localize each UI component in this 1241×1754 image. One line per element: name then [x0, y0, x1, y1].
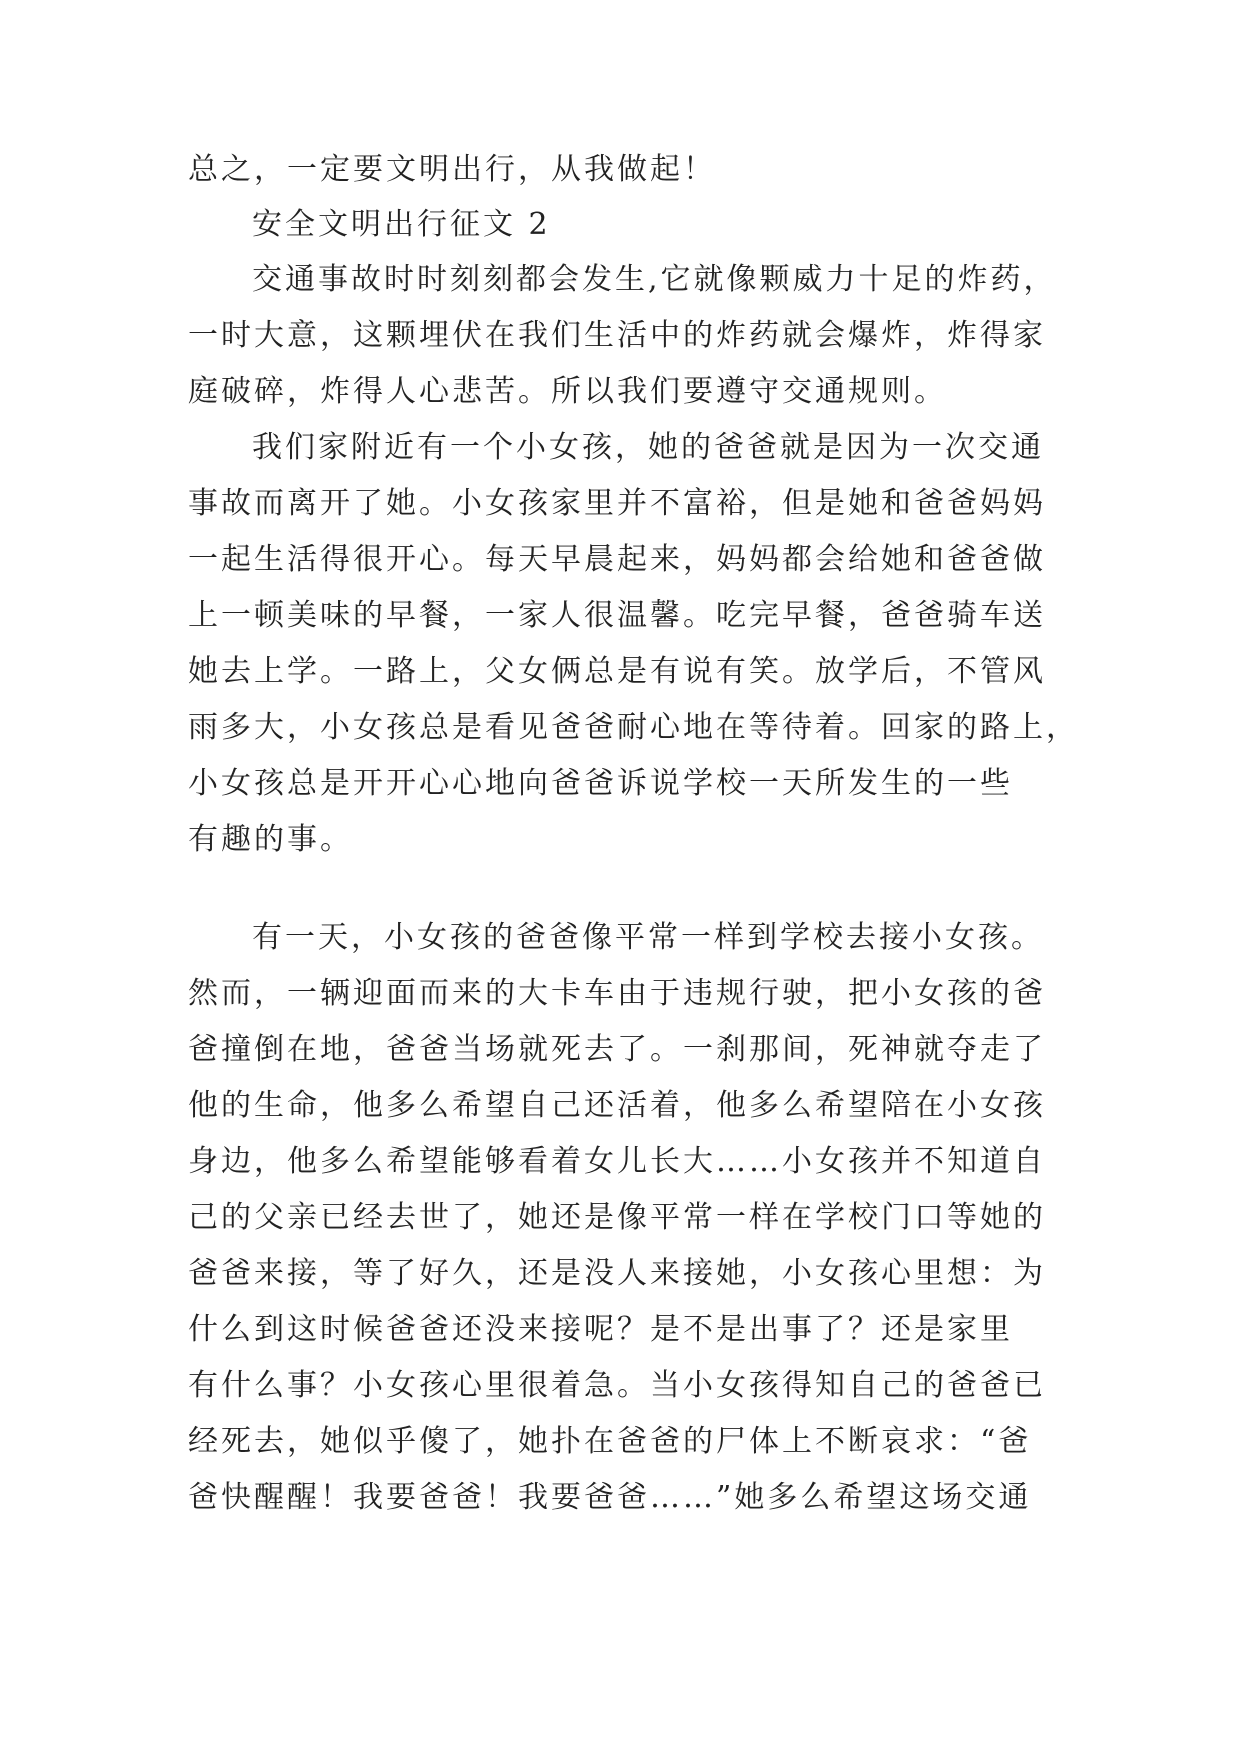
- text-line: 他的生命，他多么希望自己还活着，他多么希望陪在小女孩: [188, 1088, 1046, 1123]
- text-line: 庭破碎，炸得人心悲苦。所以我们要遵守交通规则。: [188, 374, 947, 409]
- text-line: 什么到这时候爸爸还没来接呢？是不是出事了？还是家里: [188, 1312, 1013, 1347]
- text-line: 爸快醒醒！我要爸爸！我要爸爸……”她多么希望这场交通: [188, 1480, 1032, 1515]
- text-line: 一起生活得很开心。每天早晨起来，妈妈都会给她和爸爸做: [188, 542, 1046, 577]
- text-line: 己的父亲已经去世了，她还是像平常一样在学校门口等她的: [188, 1200, 1046, 1235]
- text-line: 有什么事？小女孩心里很着急。当小女孩得知自己的爸爸已: [188, 1368, 1046, 1403]
- text-line: 我们家附近有一个小女孩，她的爸爸就是因为一次交通: [252, 430, 1044, 465]
- text-line: 交通事故时时刻刻都会发生,它就像颗威力十足的炸药，: [252, 262, 1057, 297]
- text-line: 她去上学。一路上，父女俩总是有说有笑。放学后，不管风: [188, 654, 1046, 689]
- text-line: 事故而离开了她。小女孩家里并不富裕，但是她和爸爸妈妈: [188, 486, 1046, 521]
- text-line: 有趣的事。: [188, 822, 353, 857]
- text-line: 然而，一辆迎面而来的大卡车由于违规行驶，把小女孩的爸: [188, 976, 1046, 1011]
- text-line: 爸撞倒在地，爸爸当场就死去了。一刹那间，死神就夺走了: [188, 1032, 1046, 1067]
- text-line: 总之，一定要文明出行，从我做起！: [188, 152, 716, 187]
- text-line: 爸爸来接，等了好久，还是没人来接她，小女孩心里想：为: [188, 1256, 1046, 1291]
- text-line: 小女孩总是开开心心地向爸爸诉说学校一天所发生的一些: [188, 766, 1013, 801]
- text-line: 一时大意，这颗埋伏在我们生活中的炸药就会爆炸，炸得家: [188, 318, 1046, 353]
- text-line: 身边，他多么希望能够看着女儿长大……小女孩并不知道自: [188, 1144, 1046, 1179]
- text-line: 经死去，她似乎傻了，她扑在爸爸的尸体上不断哀求：“爸: [188, 1424, 1032, 1459]
- text-line: 有一天，小女孩的爸爸像平常一样到学校去接小女孩。: [252, 920, 1044, 955]
- text-line: 上一顿美味的早餐，一家人很温馨。吃完早餐，爸爸骑车送: [188, 598, 1046, 633]
- text-line: 雨多大，小女孩总是看见爸爸耐心地在等待着。回家的路上，: [188, 710, 1079, 745]
- section-title: 安全文明出行征文 2: [252, 207, 551, 242]
